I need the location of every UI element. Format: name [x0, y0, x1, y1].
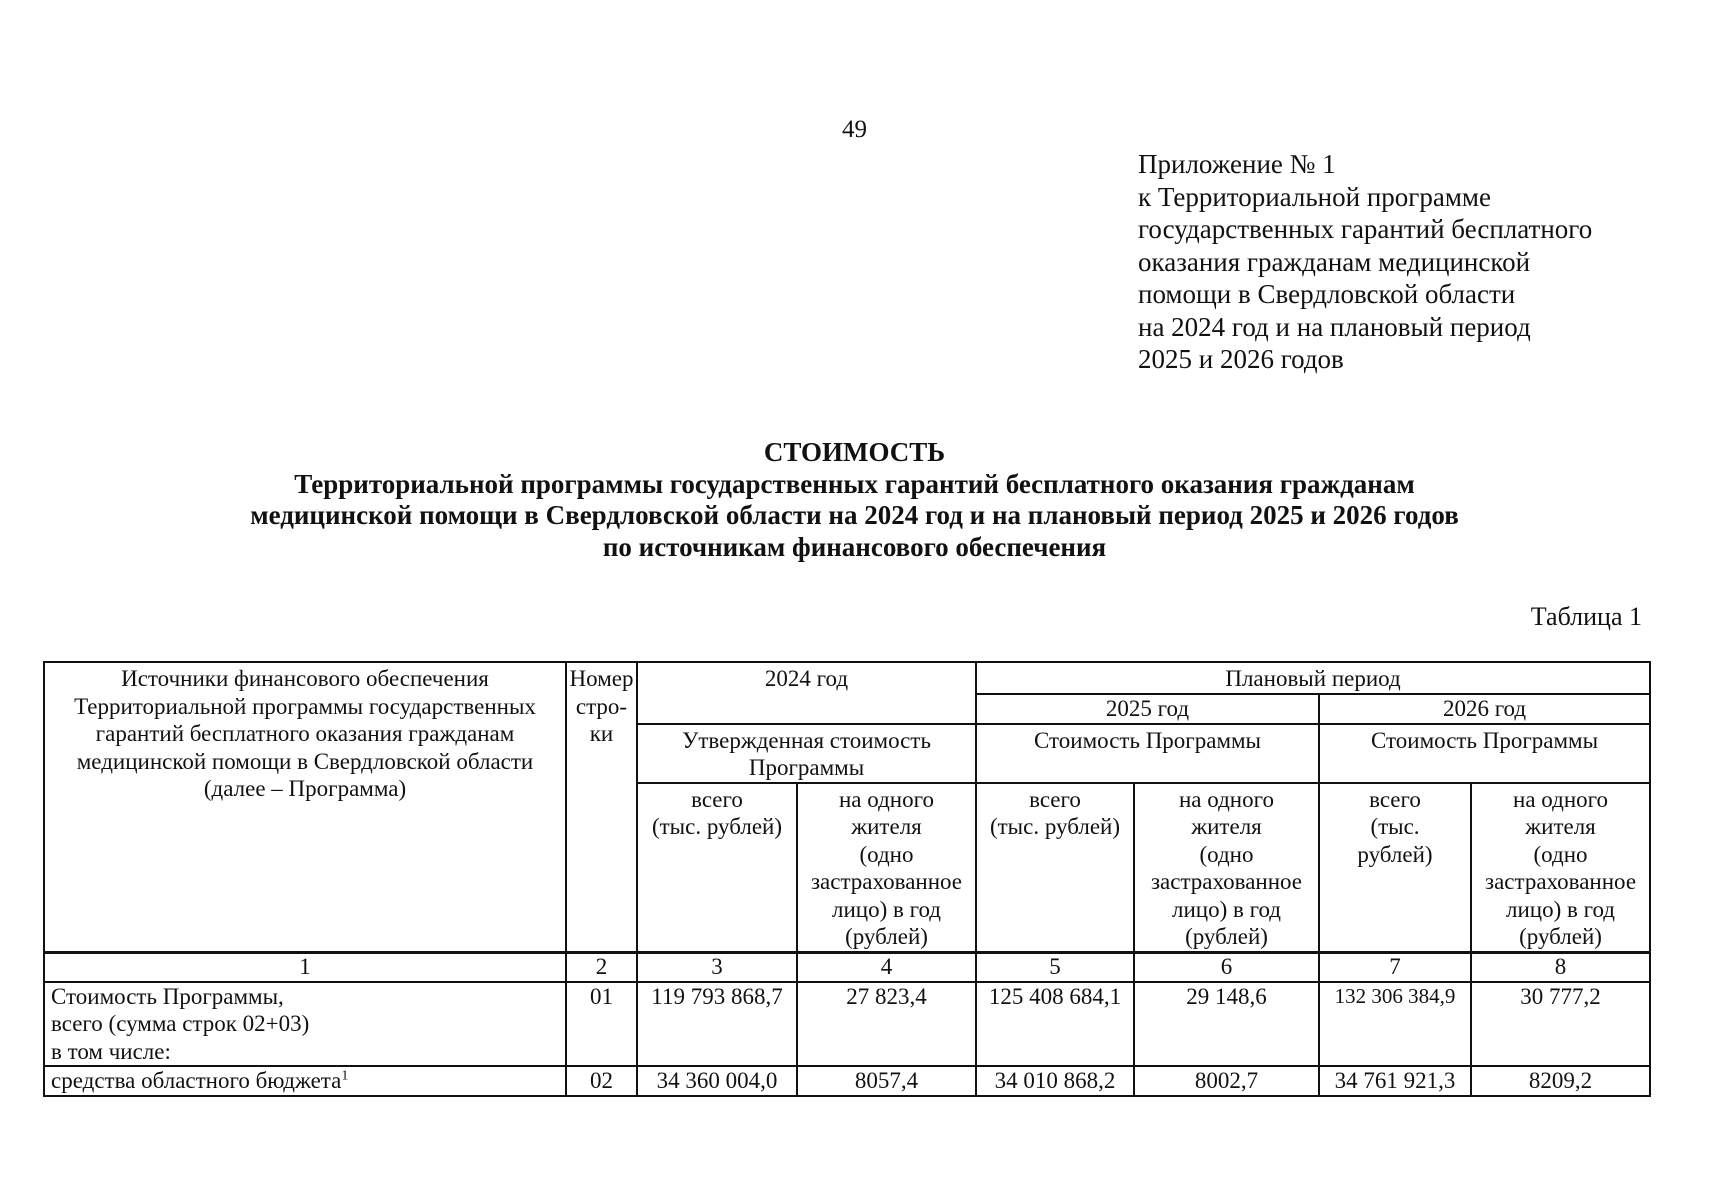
header-year-2026: 2026 год	[1319, 694, 1650, 724]
header-year-2025: 2025 год	[976, 694, 1319, 724]
appendix-line: помощи в Свердловской области	[1138, 279, 1516, 309]
table-row	[44, 1066, 1650, 1096]
cell-per-capita-2026: 8209,2	[1471, 1066, 1650, 1096]
column-number: 7	[1319, 952, 1471, 982]
appendix-note	[1138, 148, 1678, 376]
cell-total-2024: 34 360 004,0	[637, 1066, 797, 1096]
cell-per-capita-2025: 29 148,6	[1134, 982, 1319, 1067]
column-number: 2	[566, 952, 637, 982]
table-body	[43, 951, 1651, 1097]
table-label: Таблица 1	[1530, 602, 1642, 631]
cell-total-2024: 119 793 868,7	[637, 982, 797, 1067]
table-row	[44, 982, 1650, 1067]
header-program-cost-2026: Стоимость Программы	[1319, 724, 1650, 783]
page-number: 49	[842, 116, 867, 143]
cell-per-capita-2024: 27 823,4	[797, 982, 976, 1067]
column-number: 1	[44, 952, 566, 982]
appendix-line: 2025 и 2026 годов	[1138, 344, 1344, 374]
row-name: Стоимость Программы, всего (сумма строк 02+03) в том числе:	[44, 982, 566, 1067]
row-number: 02	[566, 1066, 637, 1096]
column-number: 3	[637, 952, 797, 982]
column-number: 4	[797, 952, 976, 982]
footnote-marker: 1	[341, 1068, 349, 1084]
cell-per-capita-2024: 8057,4	[797, 1066, 976, 1096]
header-year-2024: 2024 год	[637, 662, 976, 724]
header-program-cost-2025: Стоимость Программы	[976, 724, 1319, 783]
cell-total-2025: 34 010 868,2	[976, 1066, 1134, 1096]
header-total-2026: всего (тыс. рублей)	[1319, 783, 1471, 953]
header-row-number: Номер стро- ки	[566, 662, 637, 953]
header-total-2024: всего (тыс. рублей)	[637, 783, 797, 953]
title-line: по источникам финансового обеспечения	[602, 531, 1107, 562]
table-header	[43, 661, 1651, 954]
column-number: 6	[1134, 952, 1319, 982]
row-number: 01	[566, 982, 637, 1067]
cell-per-capita-2026: 30 777,2	[1471, 982, 1650, 1067]
appendix-line: на 2024 год и на плановый период	[1138, 311, 1531, 342]
appendix-line: государственных гарантий бесплатного	[1138, 214, 1593, 244]
document-title	[0, 437, 1709, 563]
row-name: средства областного бюджета$^1$	[44, 1066, 566, 1096]
cell-total-2025: 125 408 684,1	[976, 982, 1134, 1067]
header-total-2025: всего (тыс. рублей)	[976, 783, 1134, 953]
header-approved-cost: Утвержденная стоимость Программы	[637, 724, 976, 783]
appendix-line: к Территориальной программе	[1138, 181, 1491, 212]
title-line: Территориальной программы государственных гарантий бесплатного оказания гражданам	[294, 468, 1415, 499]
title-heading: СТОИМОСТЬ	[763, 437, 946, 467]
column-number-row	[44, 952, 1650, 982]
column-number: 8	[1471, 952, 1650, 982]
header-per-capita-2024: на одного жителя (одно застрахованное лицо) в год (рублей)	[797, 783, 976, 953]
title-line: медицинской помощи в Свердловской области на 2024 год и на плановый период 2025 и 2026 годов	[250, 500, 1459, 530]
cell-per-capita-2025: 8002,7	[1134, 1066, 1319, 1096]
appendix-line: Приложение № 1	[1138, 149, 1336, 179]
header-per-capita-2026: на одного жителя (одно застрахованное лицо) в год (рублей)	[1471, 783, 1650, 953]
header-planned-period: Плановый период	[976, 662, 1650, 694]
appendix-line: оказания гражданам медицинской	[1138, 246, 1531, 277]
cell-total-2026: 34 761 921,3	[1319, 1066, 1471, 1096]
cell-total-2026: 132 306 384,9	[1319, 982, 1471, 1067]
header-per-capita-2025: на одного жителя (одно застрахованное лицо) в год (рублей)	[1134, 783, 1319, 953]
header-source: Источники финансового обеспечения Территориальной программы государственных гарантий бесплатного оказания гражданам медицинской помощи в Свердловской области (далее – Программа)	[44, 662, 566, 953]
column-number: 5	[976, 952, 1134, 982]
